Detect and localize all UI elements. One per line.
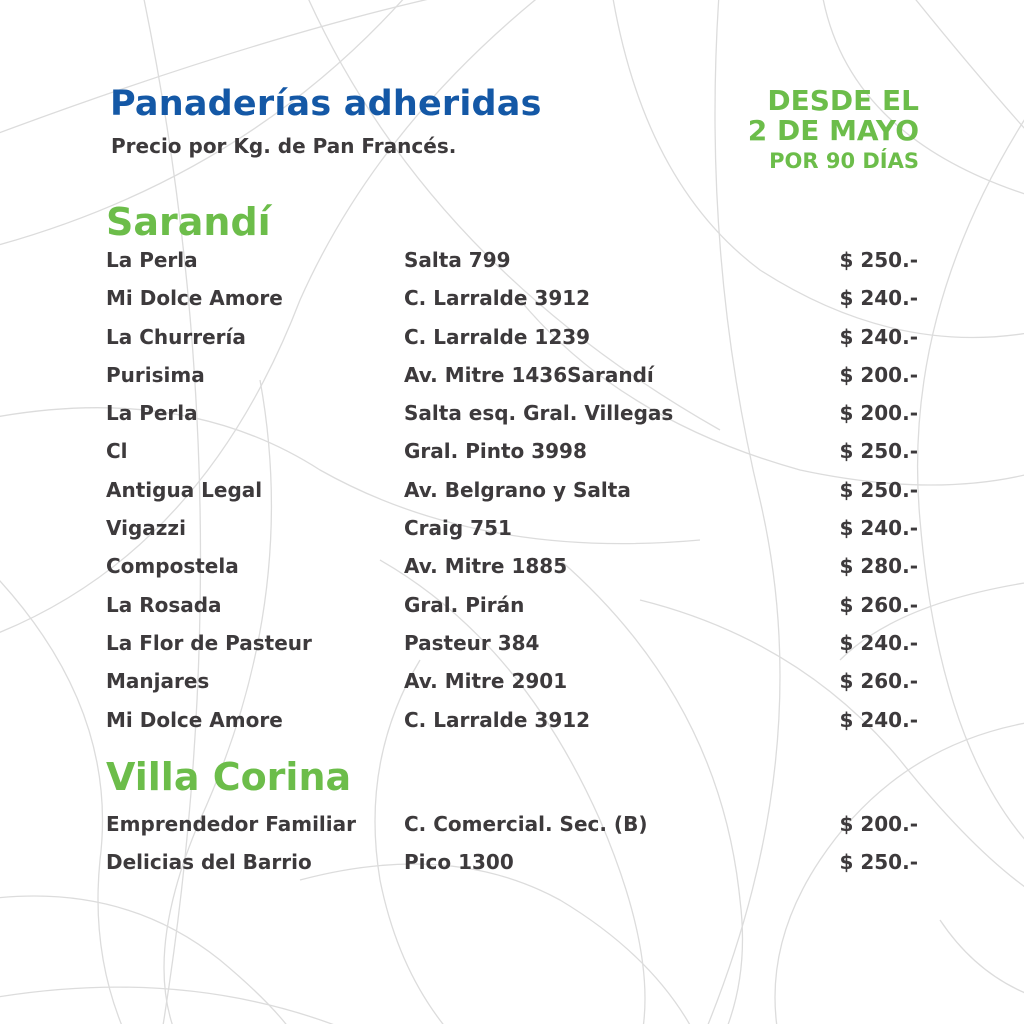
list-item bbox=[106, 475, 918, 513]
bakery-address: Salta esq. Gral. Villegas bbox=[404, 401, 674, 426]
bakery-price: $ 250.- bbox=[839, 477, 918, 502]
bakery-address: C. Larralde 3912 bbox=[404, 707, 591, 732]
list-item bbox=[106, 809, 918, 847]
bakery-price: $ 200.- bbox=[839, 362, 918, 387]
section-title-villa-corina: Villa Corina bbox=[106, 755, 352, 799]
validity-date-line3: POR 90 DÍAS bbox=[769, 149, 919, 173]
bakery-name: Manjares bbox=[106, 669, 210, 694]
bakery-price: $ 240.- bbox=[839, 516, 918, 541]
section-villa-corina bbox=[106, 754, 918, 886]
bakery-address: Av. Mitre 1885 bbox=[404, 554, 568, 579]
list-item bbox=[106, 628, 918, 666]
validity-date-block bbox=[748, 86, 919, 176]
bakery-address: C. Comercial. Sec. (B) bbox=[404, 812, 648, 836]
bakery-price: $ 240.- bbox=[839, 324, 918, 349]
bakery-price: $ 240.- bbox=[839, 707, 918, 732]
bakery-name: La Perla bbox=[106, 248, 198, 272]
bakery-name: Mi Dolce Amore bbox=[106, 707, 283, 732]
page-subtitle: Precio por Kg. de Pan Francés. bbox=[111, 134, 457, 158]
bakery-name: Purisima bbox=[106, 362, 205, 387]
list-item bbox=[106, 590, 918, 628]
bakery-price: $ 240.- bbox=[839, 630, 918, 655]
list-item bbox=[106, 513, 918, 551]
bakery-price: $ 250.- bbox=[839, 248, 918, 272]
bakery-address: Pasteur 384 bbox=[404, 630, 540, 655]
bakery-name: Cl bbox=[106, 439, 128, 464]
bakery-price: $ 250.- bbox=[839, 850, 918, 875]
bakery-name: Delicias del Barrio bbox=[106, 850, 312, 875]
bakery-price: $ 250.- bbox=[839, 439, 918, 464]
validity-date-line1: DESDE EL bbox=[767, 84, 919, 117]
bakery-price: $ 260.- bbox=[839, 669, 918, 694]
bakery-address: Av. Mitre 1436Sarandí bbox=[404, 362, 654, 387]
validity-date-line2: 2 DE MAYO bbox=[747, 114, 919, 147]
list-item bbox=[106, 436, 918, 474]
bakery-name: Mi Dolce Amore bbox=[106, 286, 283, 311]
bakery-address: Salta 799 bbox=[404, 248, 511, 272]
bakery-address: C. Larralde 3912 bbox=[404, 286, 591, 311]
bakery-address: C. Larralde 1239 bbox=[404, 324, 591, 349]
list-item bbox=[106, 551, 918, 589]
bakery-name: La Flor de Pasteur bbox=[106, 630, 312, 655]
bakery-name: La Rosada bbox=[106, 592, 222, 617]
bakery-name: Compostela bbox=[106, 554, 239, 579]
bakery-address: Craig 751 bbox=[404, 516, 512, 541]
list-item bbox=[106, 666, 918, 704]
bakery-price: $ 260.- bbox=[839, 592, 918, 617]
bakery-price: $ 200.- bbox=[839, 812, 918, 836]
bakery-address: Av. Mitre 2901 bbox=[404, 669, 568, 694]
list-item bbox=[106, 360, 918, 398]
bakery-price: $ 200.- bbox=[839, 401, 918, 426]
bakery-name: La Churrería bbox=[106, 324, 246, 349]
bakery-address: Gral. Pirán bbox=[404, 592, 525, 617]
list-item bbox=[106, 245, 918, 283]
list-item bbox=[106, 322, 918, 360]
bakery-name: Emprendedor Familiar bbox=[106, 812, 356, 836]
bakery-address: Pico 1300 bbox=[404, 850, 514, 875]
bakery-price: $ 240.- bbox=[839, 286, 918, 311]
list-item bbox=[106, 398, 918, 436]
list-item bbox=[106, 283, 918, 321]
section-sarandi bbox=[106, 199, 918, 743]
page-title: Panaderías adheridas bbox=[110, 84, 542, 124]
bakery-name: Antigua Legal bbox=[106, 477, 263, 502]
bakery-address: Av. Belgrano y Salta bbox=[404, 477, 631, 502]
section-title-sarandi: Sarandí bbox=[106, 200, 271, 244]
bakery-name: Vigazzi bbox=[106, 516, 186, 541]
bakery-address: Gral. Pinto 3998 bbox=[404, 439, 587, 464]
bakery-name: La Perla bbox=[106, 401, 198, 426]
list-item bbox=[106, 847, 918, 885]
bakery-price: $ 280.- bbox=[839, 554, 918, 579]
list-item bbox=[106, 705, 918, 743]
